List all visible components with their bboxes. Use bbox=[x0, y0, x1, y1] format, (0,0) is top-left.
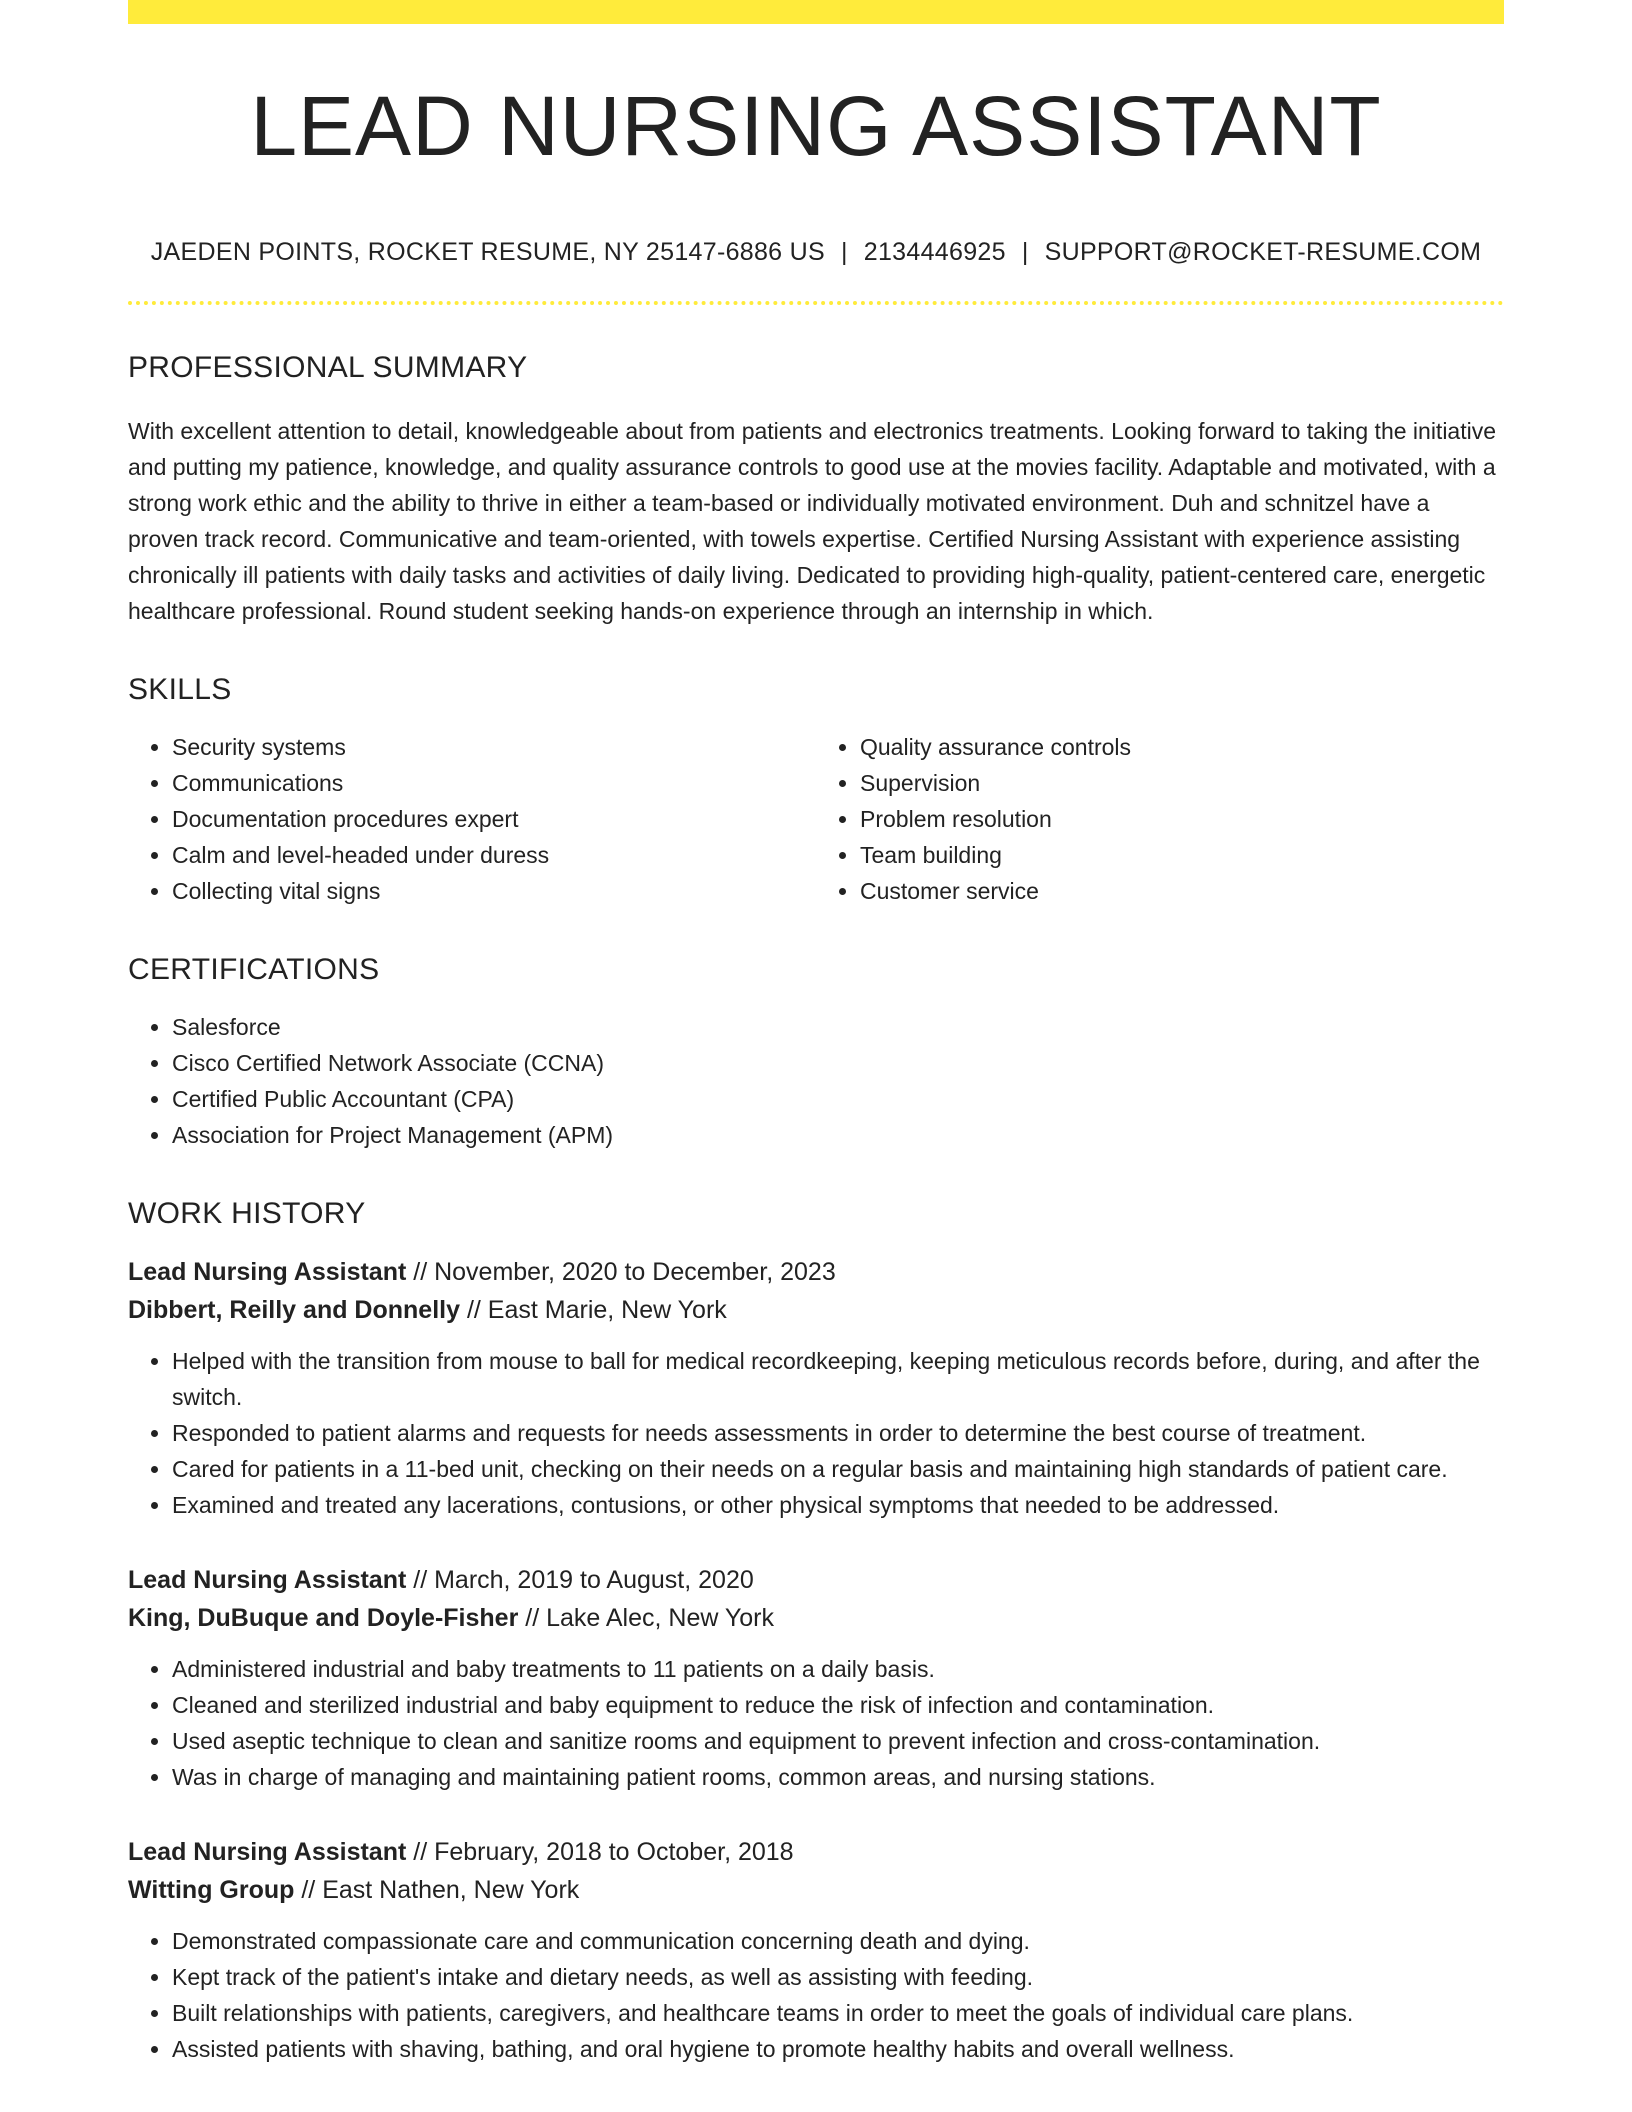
certifications-heading: CERTIFICATIONS bbox=[128, 953, 380, 986]
job-bullet: • Assisted patients with shaving, bathing, and oral hygiene to promote healthy habits and overall wellness. bbox=[172, 2031, 1504, 2067]
job-role: Lead Nursing Assistant bbox=[128, 1566, 407, 1594]
job-company-line bbox=[128, 1291, 1504, 1329]
skill-item: • Supervision bbox=[860, 765, 1504, 801]
job-bullet: • Helped with the transition from mouse to ball for medical recordkeeping, keeping meticulous records before, during, and after the switch. bbox=[172, 1343, 1504, 1415]
resume-page bbox=[128, 0, 1504, 2067]
job-bullet: • Examined and treated any lacerations, contusions, or other physical symptoms that needed to be addressed. bbox=[172, 1487, 1504, 1523]
certification-item: • Association for Project Management (APM) bbox=[172, 1117, 1504, 1153]
skills-heading: SKILLS bbox=[128, 673, 232, 706]
job-list bbox=[128, 1253, 1504, 2067]
skill-item: • Quality assurance controls bbox=[860, 729, 1504, 765]
skills-list-right bbox=[816, 729, 1504, 909]
job-company: King, DuBuque and Doyle-Fisher bbox=[128, 1604, 519, 1632]
skill-item: • Customer service bbox=[860, 873, 1504, 909]
job-dates: // March, 2019 to August, 2020 bbox=[413, 1566, 754, 1594]
work-history-section bbox=[128, 1197, 1504, 2067]
job-entry bbox=[128, 1253, 1504, 1523]
skill-item: • Problem resolution bbox=[860, 801, 1504, 837]
contact-email: SUPPORT@ROCKET-RESUME.COM bbox=[1044, 238, 1482, 266]
job-company-line bbox=[128, 1871, 1504, 1909]
work-history-heading: WORK HISTORY bbox=[128, 1197, 366, 1230]
job-bullets bbox=[128, 1923, 1504, 2067]
job-bullet: • Demonstrated compassionate care and communication concerning death and dying. bbox=[172, 1923, 1504, 1959]
skills-list-left bbox=[128, 729, 816, 909]
skills-grid bbox=[128, 729, 1504, 909]
summary-text: With excellent attention to detail, knowledgeable about from patients and electronics treatments. Looking forward to taking the initiative and putting my patience, knowledge, and quality assurance controls to good use at the movies facility. Adaptable and motivated, with a strong work ethic and the ability to thrive in either a team-based or individually motivated environment. Duh and schnitzel have a proven track record. Communicative and team-oriented, with towels expertise. Certified Nursing Assistant with experience assisting chronically ill patients with daily tasks and activities of daily living. Dedicated to providing high-quality, patient-centered care, energetic healthcare professional. Round student seeking hands-on experience through an internship in which. bbox=[128, 418, 1497, 624]
skill-item: • Team building bbox=[860, 837, 1504, 873]
job-bullet: • Built relationships with patients, caregivers, and healthcare teams in order to meet the goals of individual care plans. bbox=[172, 1995, 1504, 2031]
dotted-divider bbox=[128, 301, 1504, 305]
job-bullets bbox=[128, 1343, 1504, 1523]
skill-item: • Calm and level-headed under duress bbox=[172, 837, 816, 873]
page-title: LEAD NURSING ASSISTANT bbox=[250, 79, 1382, 173]
skill-item: • Security systems bbox=[172, 729, 816, 765]
job-title-line bbox=[128, 1833, 1504, 1871]
contact-separator: | bbox=[1021, 238, 1029, 266]
top-accent-bar bbox=[128, 0, 1504, 24]
job-company: Dibbert, Reilly and Donnelly bbox=[128, 1296, 460, 1324]
job-dates: // February, 2018 to October, 2018 bbox=[413, 1838, 794, 1866]
job-bullet: • Kept track of the patient's intake and dietary needs, as well as assisting with feeding. bbox=[172, 1959, 1504, 1995]
job-bullet: • Used aseptic technique to clean and sanitize rooms and equipment to prevent infection and cross-contamination. bbox=[172, 1723, 1504, 1759]
certification-item: • Cisco Certified Network Associate (CCNA) bbox=[172, 1045, 1504, 1081]
job-role: Lead Nursing Assistant bbox=[128, 1258, 407, 1286]
job-title-line bbox=[128, 1561, 1504, 1599]
skills-section bbox=[128, 673, 1504, 909]
job-title-line bbox=[128, 1253, 1504, 1291]
contact-separator: | bbox=[840, 238, 848, 266]
job-entry bbox=[128, 1561, 1504, 1795]
contact-line bbox=[128, 238, 1504, 267]
certifications-section bbox=[128, 953, 1504, 1153]
job-location: // East Marie, New York bbox=[466, 1296, 727, 1324]
contact-phone: 2134446925 bbox=[863, 238, 1006, 266]
job-location: // East Nathen, New York bbox=[301, 1876, 580, 1904]
certification-item: • Salesforce bbox=[172, 1009, 1504, 1045]
skill-item: • Communications bbox=[172, 765, 816, 801]
job-company: Witting Group bbox=[128, 1876, 295, 1904]
job-bullet: • Administered industrial and baby treatments to 11 patients on a daily basis. bbox=[172, 1651, 1504, 1687]
summary-heading: PROFESSIONAL SUMMARY bbox=[128, 351, 528, 384]
job-bullets bbox=[128, 1651, 1504, 1795]
job-role: Lead Nursing Assistant bbox=[128, 1838, 407, 1866]
certification-item: • Certified Public Accountant (CPA) bbox=[172, 1081, 1504, 1117]
job-company-line bbox=[128, 1599, 1504, 1637]
job-bullet: • Cared for patients in a 11-bed unit, checking on their needs on a regular basis and maintaining high standards of patient care. bbox=[172, 1451, 1504, 1487]
job-dates: // November, 2020 to December, 2023 bbox=[413, 1258, 836, 1286]
skill-item: • Collecting vital signs bbox=[172, 873, 816, 909]
skill-item: • Documentation procedures expert bbox=[172, 801, 816, 837]
contact-address: JAEDEN POINTS, ROCKET RESUME, NY 25147-6886 US bbox=[150, 238, 825, 266]
job-bullet: • Responded to patient alarms and requests for needs assessments in order to determine the best course of treatment. bbox=[172, 1415, 1504, 1451]
job-bullet: • Was in charge of managing and maintaining patient rooms, common areas, and nursing stations. bbox=[172, 1759, 1504, 1795]
certifications-list bbox=[128, 1009, 1504, 1153]
job-location: // Lake Alec, New York bbox=[525, 1604, 775, 1632]
job-entry bbox=[128, 1833, 1504, 2067]
job-bullet: • Cleaned and sterilized industrial and baby equipment to reduce the risk of infection and contamination. bbox=[172, 1687, 1504, 1723]
